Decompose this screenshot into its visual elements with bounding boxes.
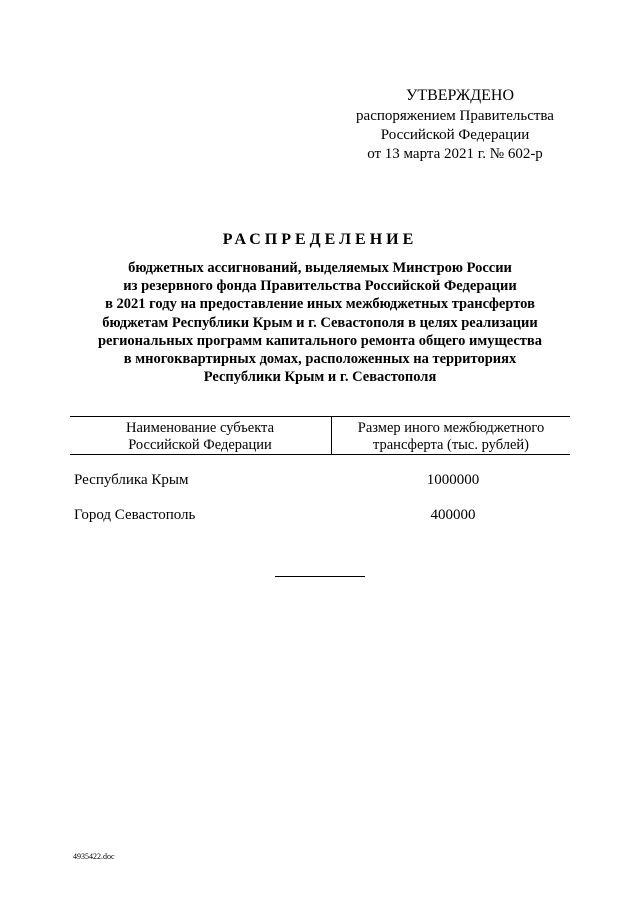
- column-header-amount: [332, 420, 570, 454]
- table-header: [70, 416, 570, 456]
- row-subject-name: Город Севастополь: [74, 507, 196, 523]
- header-line: Российской Федерации: [128, 437, 272, 453]
- row-amount: 400000: [430, 507, 476, 523]
- subtitle-line: из резервного фонда Правительства Российской Федерации: [123, 278, 517, 295]
- header-line: трансферта (тыс. рублей): [372, 437, 530, 453]
- approval-line: распоряжением Правительства: [356, 108, 554, 124]
- table-rule-top: [70, 416, 570, 417]
- document-subtitle: [80, 259, 560, 386]
- document-title: РАСПРЕДЕЛЕНИЕ: [222, 231, 418, 248]
- subtitle-line: бюджетам Республики Крым и г. Севастополя в целях реализации: [102, 314, 538, 331]
- header-line: Размер иного межбюджетного: [357, 420, 545, 436]
- row-subject-name: Республика Крым: [74, 472, 189, 488]
- subtitle-line: в 2021 году на предоставление иных межбюджетных трансфертов: [105, 296, 535, 313]
- approval-heading: УТВЕРЖДЕНО: [405, 87, 514, 104]
- header-line: Наименование субъекта: [125, 420, 275, 436]
- subtitle-line: бюджетных ассигнований, выделяемых Минстрою России: [128, 260, 512, 276]
- column-header-subject: [70, 420, 330, 454]
- approval-line: Российской Федерации: [380, 127, 530, 143]
- subtitle-line: Республики Крым и г. Севастополя: [203, 369, 437, 386]
- approval-block: [350, 86, 560, 164]
- subtitle-line: региональных программ капитального ремонта общего имущества: [97, 332, 543, 349]
- file-name-footer: 4935422.doc: [73, 852, 115, 861]
- approval-line: от 13 марта 2021 г. № 602-р: [367, 146, 543, 162]
- row-amount: 1000000: [426, 472, 480, 488]
- end-separator-line: [275, 576, 365, 577]
- subtitle-line: в многоквартирных домах, расположенных на территориях: [123, 351, 517, 368]
- table-rule-bottom: [70, 454, 570, 455]
